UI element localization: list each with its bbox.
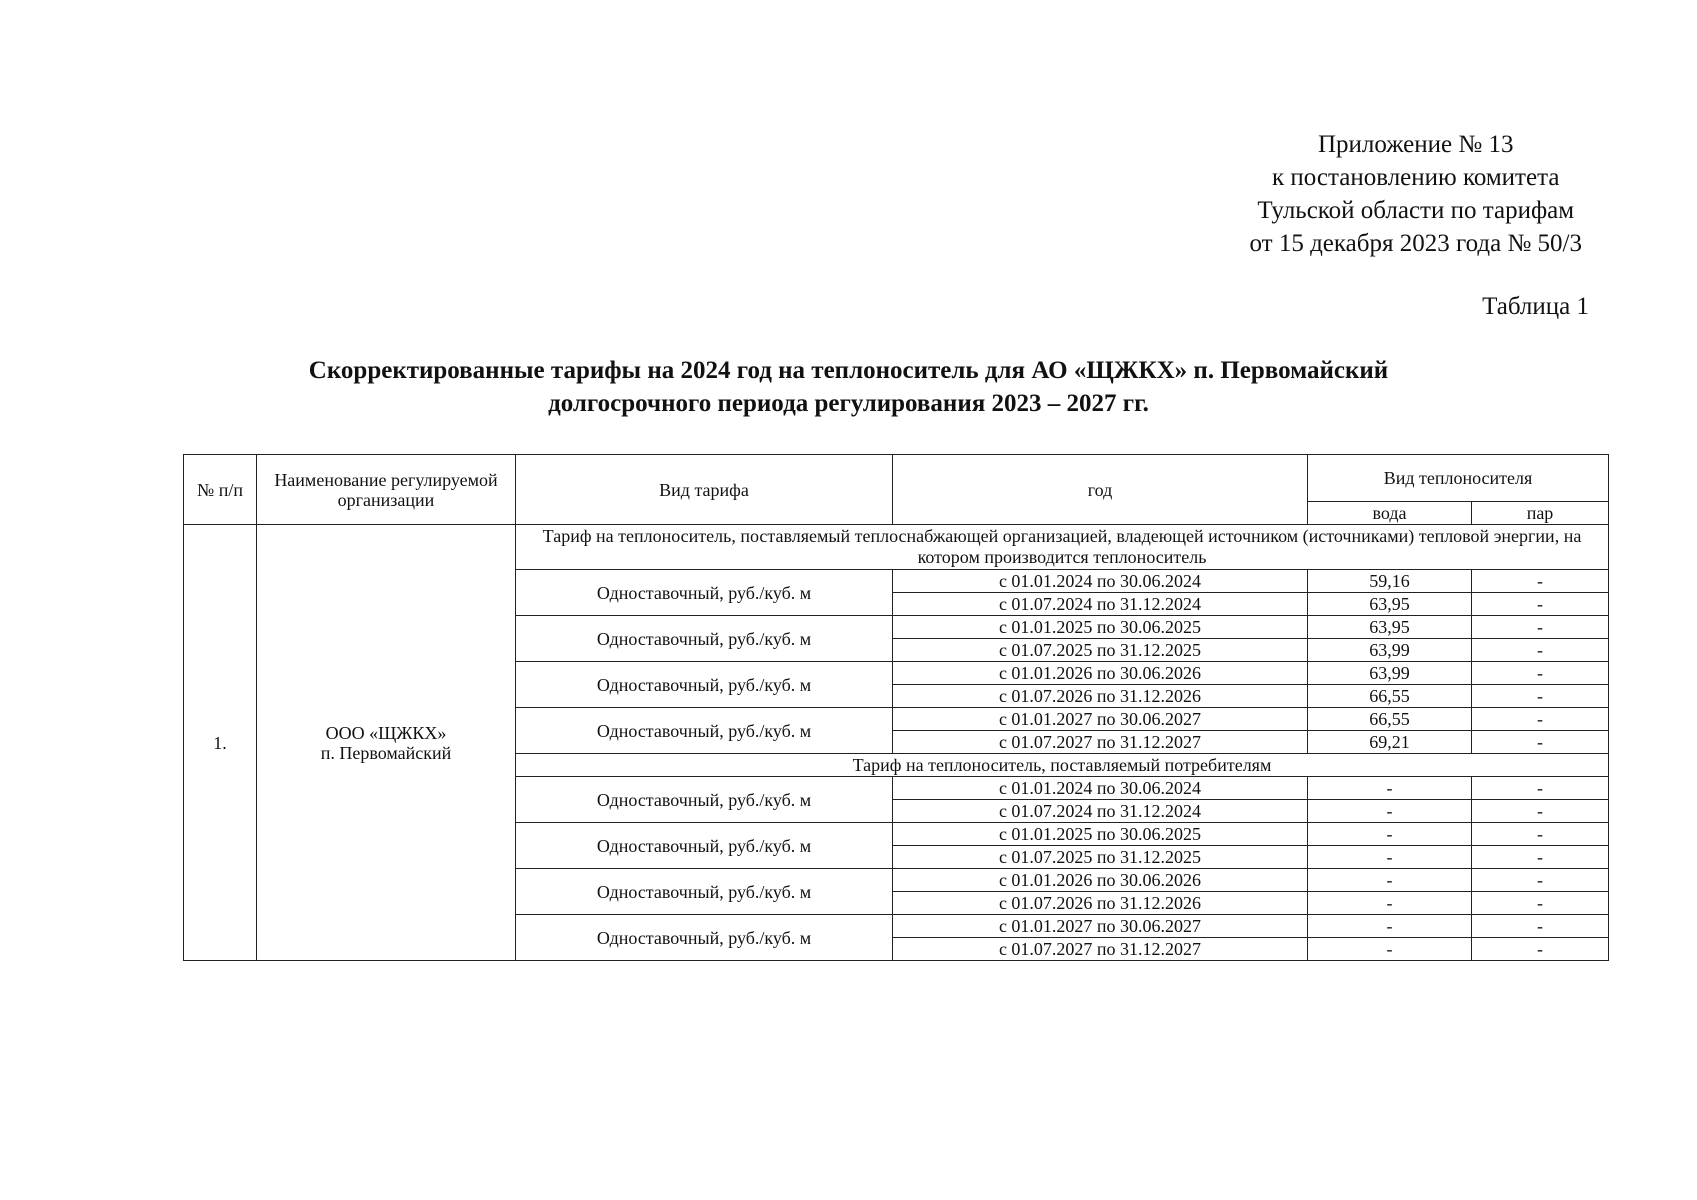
document-title <box>0 354 1697 420</box>
steam-value-cell: - <box>1472 570 1609 593</box>
period-cell: с 01.01.2027 по 30.06.2027 <box>893 915 1308 938</box>
water-value-cell: 59,16 <box>1308 570 1472 593</box>
tariff-type-cell: Одноставочный, руб./куб. м <box>516 823 893 869</box>
period-cell: с 01.01.2025 по 30.06.2025 <box>893 823 1308 846</box>
period-cell: с 01.01.2024 по 30.06.2024 <box>893 570 1308 593</box>
header-carrier: Вид теплоносителя <box>1308 455 1609 502</box>
water-value-cell: 63,95 <box>1308 593 1472 616</box>
header-org: Наименование регулируемой организации <box>257 455 516 525</box>
period-cell: с 01.01.2026 по 30.06.2026 <box>893 869 1308 892</box>
tariff-type-cell: Одноставочный, руб./куб. м <box>516 708 893 754</box>
row-number: 1. <box>184 525 257 961</box>
period-cell: с 01.01.2027 по 30.06.2027 <box>893 708 1308 731</box>
water-value-cell: - <box>1308 777 1472 800</box>
org-name <box>257 525 516 961</box>
section-row <box>184 525 1609 570</box>
title-line: долгосрочного периода регулирования 2023 – 2027 гг. <box>548 390 1149 417</box>
section-title: Тариф на теплоноситель, поставляемый теплоснабжающей организацией, владеющей источником (источниками) тепловой энергии, на котором производится теплоноситель <box>516 525 1609 570</box>
steam-value-cell: - <box>1472 777 1609 800</box>
org-name-line: п. Первомайский <box>320 742 452 763</box>
period-cell: с 01.01.2025 по 30.06.2025 <box>893 616 1308 639</box>
steam-value-cell: - <box>1472 593 1609 616</box>
tariff-type-cell: Одноставочный, руб./куб. м <box>516 869 893 915</box>
steam-value-cell: - <box>1472 639 1609 662</box>
header-water: вода <box>1308 502 1472 525</box>
steam-value-cell: - <box>1472 708 1609 731</box>
water-value-cell: - <box>1308 800 1472 823</box>
tariff-type-cell: Одноставочный, руб./куб. м <box>516 570 893 616</box>
period-cell: с 01.07.2026 по 31.12.2026 <box>893 685 1308 708</box>
header-year: год <box>893 455 1308 525</box>
tariff-type-cell: Одноставочный, руб./куб. м <box>516 616 893 662</box>
steam-value-cell: - <box>1472 915 1609 938</box>
header-steam: пар <box>1472 502 1609 525</box>
steam-value-cell: - <box>1472 823 1609 846</box>
period-cell: с 01.07.2025 по 31.12.2025 <box>893 846 1308 869</box>
tariff-type-cell: Одноставочный, руб./куб. м <box>516 662 893 708</box>
period-cell: с 01.07.2025 по 31.12.2025 <box>893 639 1308 662</box>
period-cell: с 01.07.2024 по 31.12.2024 <box>893 800 1308 823</box>
water-value-cell: - <box>1308 915 1472 938</box>
period-cell: с 01.01.2024 по 30.06.2024 <box>893 777 1308 800</box>
header-num: № п/п <box>184 455 257 525</box>
table-label: Таблица 1 <box>1482 293 1589 320</box>
appendix-line: к постановлению комитета <box>1272 164 1560 191</box>
section-title: Тариф на теплоноситель, поставляемый потребителям <box>516 754 1609 777</box>
water-value-cell: 69,21 <box>1308 731 1472 754</box>
period-cell: с 01.07.2024 по 31.12.2024 <box>893 593 1308 616</box>
steam-value-cell: - <box>1472 846 1609 869</box>
water-value-cell: - <box>1308 846 1472 869</box>
appendix-block <box>1249 128 1582 260</box>
period-cell: с 01.01.2026 по 30.06.2026 <box>893 662 1308 685</box>
header-tariff-type: Вид тарифа <box>516 455 893 525</box>
steam-value-cell: - <box>1472 892 1609 915</box>
period-cell: с 01.07.2026 по 31.12.2026 <box>893 892 1308 915</box>
steam-value-cell: - <box>1472 938 1609 961</box>
appendix-line: Приложение № 13 <box>1317 131 1514 158</box>
steam-value-cell: - <box>1472 731 1609 754</box>
tariff-type-cell: Одноставочный, руб./куб. м <box>516 915 893 961</box>
water-value-cell: 63,99 <box>1308 639 1472 662</box>
title-line: Скорректированные тарифы на 2024 год на теплоноситель для АО «ЩЖКХ» п. Первомайский <box>308 357 1389 384</box>
tariff-type-cell: Одноставочный, руб./куб. м <box>516 777 893 823</box>
period-cell: с 01.07.2027 по 31.12.2027 <box>893 938 1308 961</box>
steam-value-cell: - <box>1472 800 1609 823</box>
steam-value-cell: - <box>1472 869 1609 892</box>
water-value-cell: 66,55 <box>1308 685 1472 708</box>
tariff-table-body <box>184 525 1609 961</box>
steam-value-cell: - <box>1472 662 1609 685</box>
steam-value-cell: - <box>1472 616 1609 639</box>
appendix-line: от 15 декабря 2023 года № 50/3 <box>1249 230 1582 257</box>
water-value-cell: 66,55 <box>1308 708 1472 731</box>
tariff-table <box>183 454 1609 961</box>
water-value-cell: 63,95 <box>1308 616 1472 639</box>
water-value-cell: - <box>1308 892 1472 915</box>
water-value-cell: - <box>1308 869 1472 892</box>
water-value-cell: - <box>1308 823 1472 846</box>
org-name-line: ООО «ЩЖКХ» <box>325 722 447 743</box>
steam-value-cell: - <box>1472 685 1609 708</box>
appendix-line: Тульской области по тарифам <box>1257 197 1575 224</box>
period-cell: с 01.07.2027 по 31.12.2027 <box>893 731 1308 754</box>
water-value-cell: 63,99 <box>1308 662 1472 685</box>
water-value-cell: - <box>1308 938 1472 961</box>
